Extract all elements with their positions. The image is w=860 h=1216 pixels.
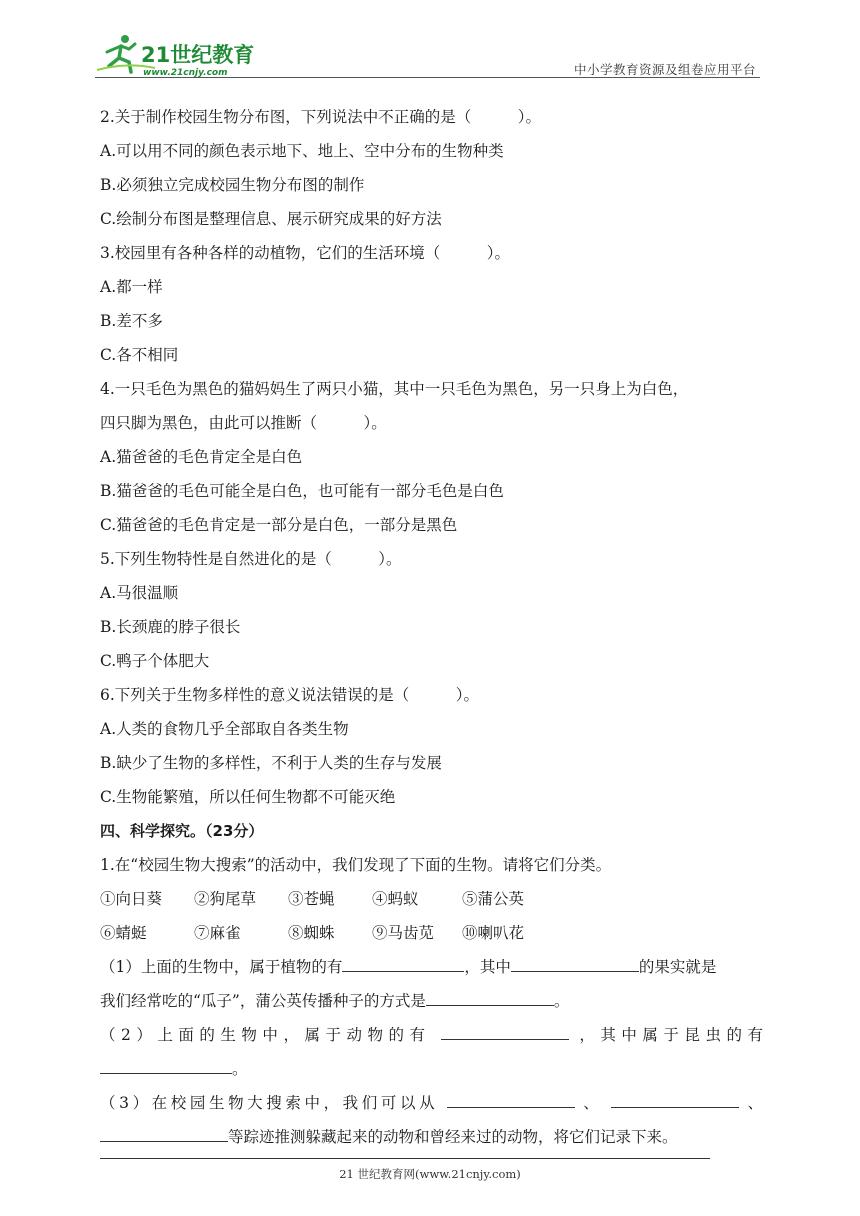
organism-item: ①向日葵 xyxy=(100,890,163,908)
option: A.人类的食物几乎全部取自各类生物 xyxy=(100,720,349,738)
answer-blank[interactable] xyxy=(511,953,639,972)
text: ，其中属于昆虫的有 xyxy=(579,1026,763,1044)
text: （1）上面的生物中，属于植物的有 xyxy=(100,958,343,976)
option: B.缺少了生物的多样性，不利于人类的生存与发展 xyxy=(100,754,442,772)
answer-blank[interactable] xyxy=(441,1021,569,1040)
option: C.猫爸爸的毛色肯定是一部分是白色，一部分是黑色 xyxy=(100,516,458,534)
option: B.差不多 xyxy=(100,312,163,330)
text: 、 xyxy=(583,1094,603,1112)
sub-question-3 xyxy=(100,1086,763,1120)
answer-blank[interactable] xyxy=(611,1089,739,1108)
page-header xyxy=(95,32,760,80)
header-divider xyxy=(95,77,760,78)
option: B.必须独立完成校园生物分布图的制作 xyxy=(100,176,365,194)
text: （3）在校园生物大搜索中，我们可以从 xyxy=(100,1094,439,1112)
sub-question-1 xyxy=(100,950,763,984)
text: 等踪迹推测躲藏起来的动物和曾经来过的动物，将它们记录下来。 xyxy=(228,1128,678,1146)
sub-question-2-continued xyxy=(100,1052,763,1086)
text: （2）上面的生物中，属于动物的有 xyxy=(100,1026,431,1044)
option: B.猫爸爸的毛色可能全是白色，也可能有一部分毛色是白色 xyxy=(100,482,504,500)
text: ，其中 xyxy=(464,958,511,976)
answer-blank[interactable] xyxy=(342,953,464,972)
answer-blank[interactable] xyxy=(426,987,554,1006)
option: C.各不相同 xyxy=(100,346,179,364)
text: 。 xyxy=(553,992,570,1010)
option: A.都一样 xyxy=(100,278,163,296)
question-stem: 6.下列关于生物多样性的意义说法错误的是（ ）。 xyxy=(100,686,480,704)
text: 的果实就是 xyxy=(638,958,717,976)
organism-list-row xyxy=(100,916,763,950)
organism-item: ②狗尾草 xyxy=(194,890,257,908)
organism-item: ⑧蜘蛛 xyxy=(288,924,335,942)
answer-blank[interactable] xyxy=(100,1055,232,1074)
organism-item: ⑩喇叭花 xyxy=(462,924,525,942)
option: A.可以用不同的颜色表示地下、地上、空中分布的生物种类 xyxy=(100,142,504,160)
text: 我们经常吃的“瓜子”，蒲公英传播种子的方式是 xyxy=(100,992,426,1010)
option: C.鸭子个体肥大 xyxy=(100,652,210,670)
question-stem: 5.下列生物特性是自然进化的是（ ）。 xyxy=(100,550,402,568)
question-stem: 4.一只毛色为黑色的猫妈妈生了两只小猫，其中一只毛色为黑色，另一只身上为白色， xyxy=(100,380,689,398)
option: B.长颈鹿的脖子很长 xyxy=(100,618,241,636)
sub-question-3-continued xyxy=(100,1120,763,1154)
organism-item: ③苍蝇 xyxy=(288,890,335,908)
organism-item: ⑦麻雀 xyxy=(194,924,241,942)
answer-blank[interactable] xyxy=(447,1089,575,1108)
question-stem: 2.关于制作校园生物分布图，下列说法中不正确的是（ ）。 xyxy=(100,108,542,126)
organism-item: ⑥蜻蜓 xyxy=(100,924,147,942)
question-stem-continued: 四只脚为黑色，由此可以推断（ ）。 xyxy=(100,414,387,432)
option: C.生物能繁殖，所以任何生物都不可能灭绝 xyxy=(100,788,396,806)
organism-list-row xyxy=(100,882,763,916)
option: A.马很温顺 xyxy=(100,584,179,602)
question-stem: 3.校园里有各种各样的动植物，它们的生活环境（ ）。 xyxy=(100,244,511,262)
footer-text: 21 世纪教育网(www.21cnjy.com) xyxy=(339,1167,521,1181)
option: C.绘制分布图是整理信息、展示研究成果的好方法 xyxy=(100,210,442,228)
text: 、 xyxy=(747,1094,763,1112)
logo-21cnjy xyxy=(95,32,265,78)
document-body xyxy=(100,100,763,1154)
svg-text:21世纪教育: 21世纪教育 xyxy=(141,43,255,67)
svg-text:www.21cnjy.com: www.21cnjy.com xyxy=(143,68,228,78)
footer-divider xyxy=(100,1158,710,1159)
option: A.猫爸爸的毛色肯定全是白色 xyxy=(100,448,303,466)
sub-question-2 xyxy=(100,1018,763,1052)
section-title: 四、科学探究。（23分） xyxy=(100,822,264,840)
question-stem: 1.在“校园生物大搜索”的活动中，我们发现了下面的生物。请将它们分类。 xyxy=(100,856,612,874)
text: 。 xyxy=(232,1060,248,1078)
organism-item: ④蚂蚁 xyxy=(372,890,419,908)
answer-blank[interactable] xyxy=(100,1123,228,1142)
sub-question-1-continued xyxy=(100,984,763,1018)
organism-item: ⑤蒲公英 xyxy=(462,890,525,908)
organism-item: ⑨马齿苋 xyxy=(372,924,435,942)
header-platform-text: 中小学教育资源及组卷应用平台 xyxy=(573,62,756,77)
